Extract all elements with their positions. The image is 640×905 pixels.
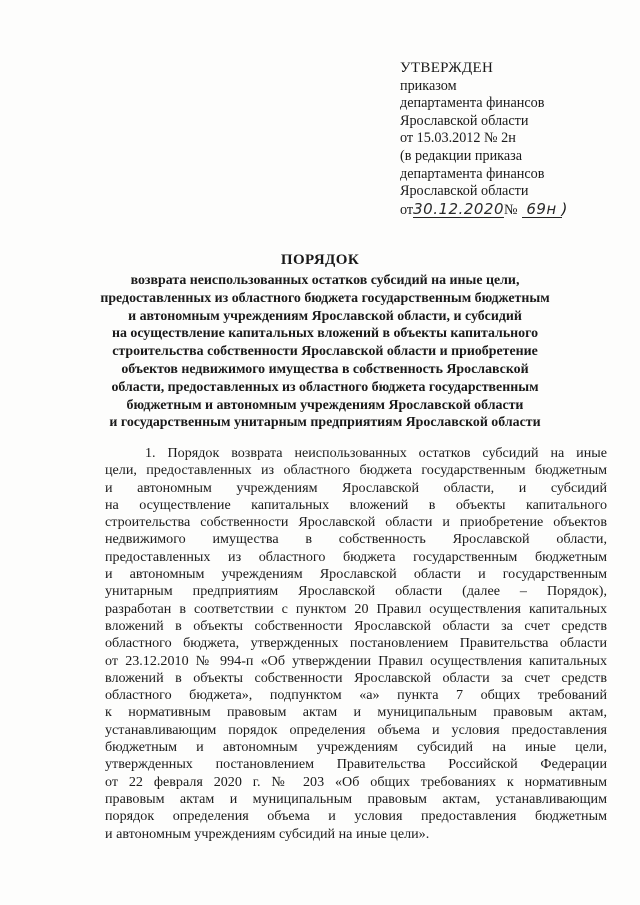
paragraph-line: порядок определения объема и условия предоставления бюджетным bbox=[105, 808, 607, 825]
approval-line: департамента финансов bbox=[400, 95, 545, 112]
approval-line: департамента финансов bbox=[400, 165, 545, 182]
approval-line: Ярославской области bbox=[400, 112, 529, 129]
subtitle-line: возврата неиспользованных остатков субсидий на иные цели, bbox=[130, 273, 520, 288]
closing-paren: ) bbox=[561, 199, 568, 218]
paragraph-line: от 23.12.2010 № 994-п «Об утверждении Правил осуществления капитальных bbox=[105, 652, 607, 669]
paragraph-line: унитарным предприятиям Ярославской области (далее – Порядок), bbox=[105, 583, 607, 600]
paragraph-line: предоставленных из областного бюджета государственным бюджетным bbox=[105, 548, 607, 565]
number-sign: № bbox=[504, 201, 518, 218]
subtitle-line: бюджетным и автономным учреждениям Ярославской области bbox=[126, 397, 524, 413]
paragraph-line: недвижимого имущества в собственность Ярославской области, bbox=[105, 531, 607, 548]
paragraph-line: вложений в объекты собственности Ярославской области за счет средств bbox=[105, 669, 607, 686]
document-subtitle bbox=[80, 272, 570, 432]
approval-line: приказом bbox=[400, 77, 457, 94]
paragraph-line: областного бюджета, утвержденных постановлением Правительства области bbox=[105, 635, 607, 652]
paragraph-line: устанавливающим порядок определения объема и условия предоставления bbox=[105, 721, 607, 738]
handwritten-date: 30.12.2020 bbox=[413, 199, 504, 218]
paragraph-line: разработан в соответствии с пунктом 20 Правил осуществления капитальных bbox=[105, 600, 607, 617]
paragraph-line: и автономным учреждениям Ярославской области и государственным bbox=[105, 566, 607, 583]
approval-from-prefix: от bbox=[400, 201, 414, 218]
paragraph-line: к нормативным правовым актам и муниципальным правовым актам, bbox=[105, 704, 607, 721]
paragraph-line: областного бюджета», подпунктом «а» пункта 7 общих требований bbox=[105, 687, 607, 704]
approval-stamp bbox=[400, 60, 610, 219]
paragraph-line: утвержденных постановлением Правительства Российской Федерации bbox=[105, 756, 607, 773]
subtitle-line: и государственным унитарным предприятиям Ярославской области bbox=[109, 415, 541, 431]
subtitle-line: объектов недвижимого имущества в собственность Ярославской bbox=[121, 361, 529, 377]
paragraph-1 bbox=[105, 445, 607, 843]
paragraph-line: и автономным учреждениям субсидий на иные цели». bbox=[105, 825, 430, 842]
paragraph-line: и автономным учреждениям Ярославской области, и субсидий bbox=[105, 479, 607, 496]
document-title: ПОРЯДОК bbox=[280, 252, 360, 268]
subtitle-line: предоставленных из областного бюджета государственным бюджетным bbox=[100, 290, 550, 306]
approval-date-line bbox=[400, 201, 610, 220]
paragraph-line: правовым актам и муниципальным правовым актам, устанавливающим bbox=[105, 790, 607, 807]
approval-line: от 15.03.2012 № 2н bbox=[400, 130, 516, 147]
approval-line: (в редакции приказа bbox=[400, 147, 523, 164]
subtitle-line: и автономным учреждениям Ярославской области, и субсидий bbox=[128, 308, 522, 324]
paragraph-line: бюджетным и автономным учреждениям субсидий на иные цели, bbox=[105, 739, 607, 756]
subtitle-line: области, предоставленных из областного бюджета государственным bbox=[111, 379, 539, 395]
handwritten-number: 69н bbox=[522, 201, 562, 218]
paragraph-line: 1. Порядок возврата неиспользованных остатков субсидий на иные bbox=[145, 445, 607, 461]
approval-heading: УТВЕРЖДЕН bbox=[400, 60, 494, 76]
paragraph-line: от 22 февраля 2020 г. № 203 «Об общих требованиях к нормативным bbox=[105, 773, 607, 790]
paragraph-line: цели, предоставленных из областного бюджета государственным бюджетным bbox=[105, 462, 607, 479]
approval-line: Ярославской области bbox=[400, 183, 529, 200]
paragraph-line: строительства собственности Ярославской области и приобретение объектов bbox=[105, 514, 607, 531]
paragraph-line: на осуществление капитальных вложений в объекты капитального bbox=[105, 496, 607, 513]
paragraph-line: вложений в объекты собственности Ярославской области за счет средств bbox=[105, 617, 607, 634]
subtitle-line: на осуществление капитальных вложений в объекты капитального bbox=[111, 326, 539, 342]
subtitle-line: строительства собственности Ярославской области и приобретение bbox=[112, 344, 538, 360]
